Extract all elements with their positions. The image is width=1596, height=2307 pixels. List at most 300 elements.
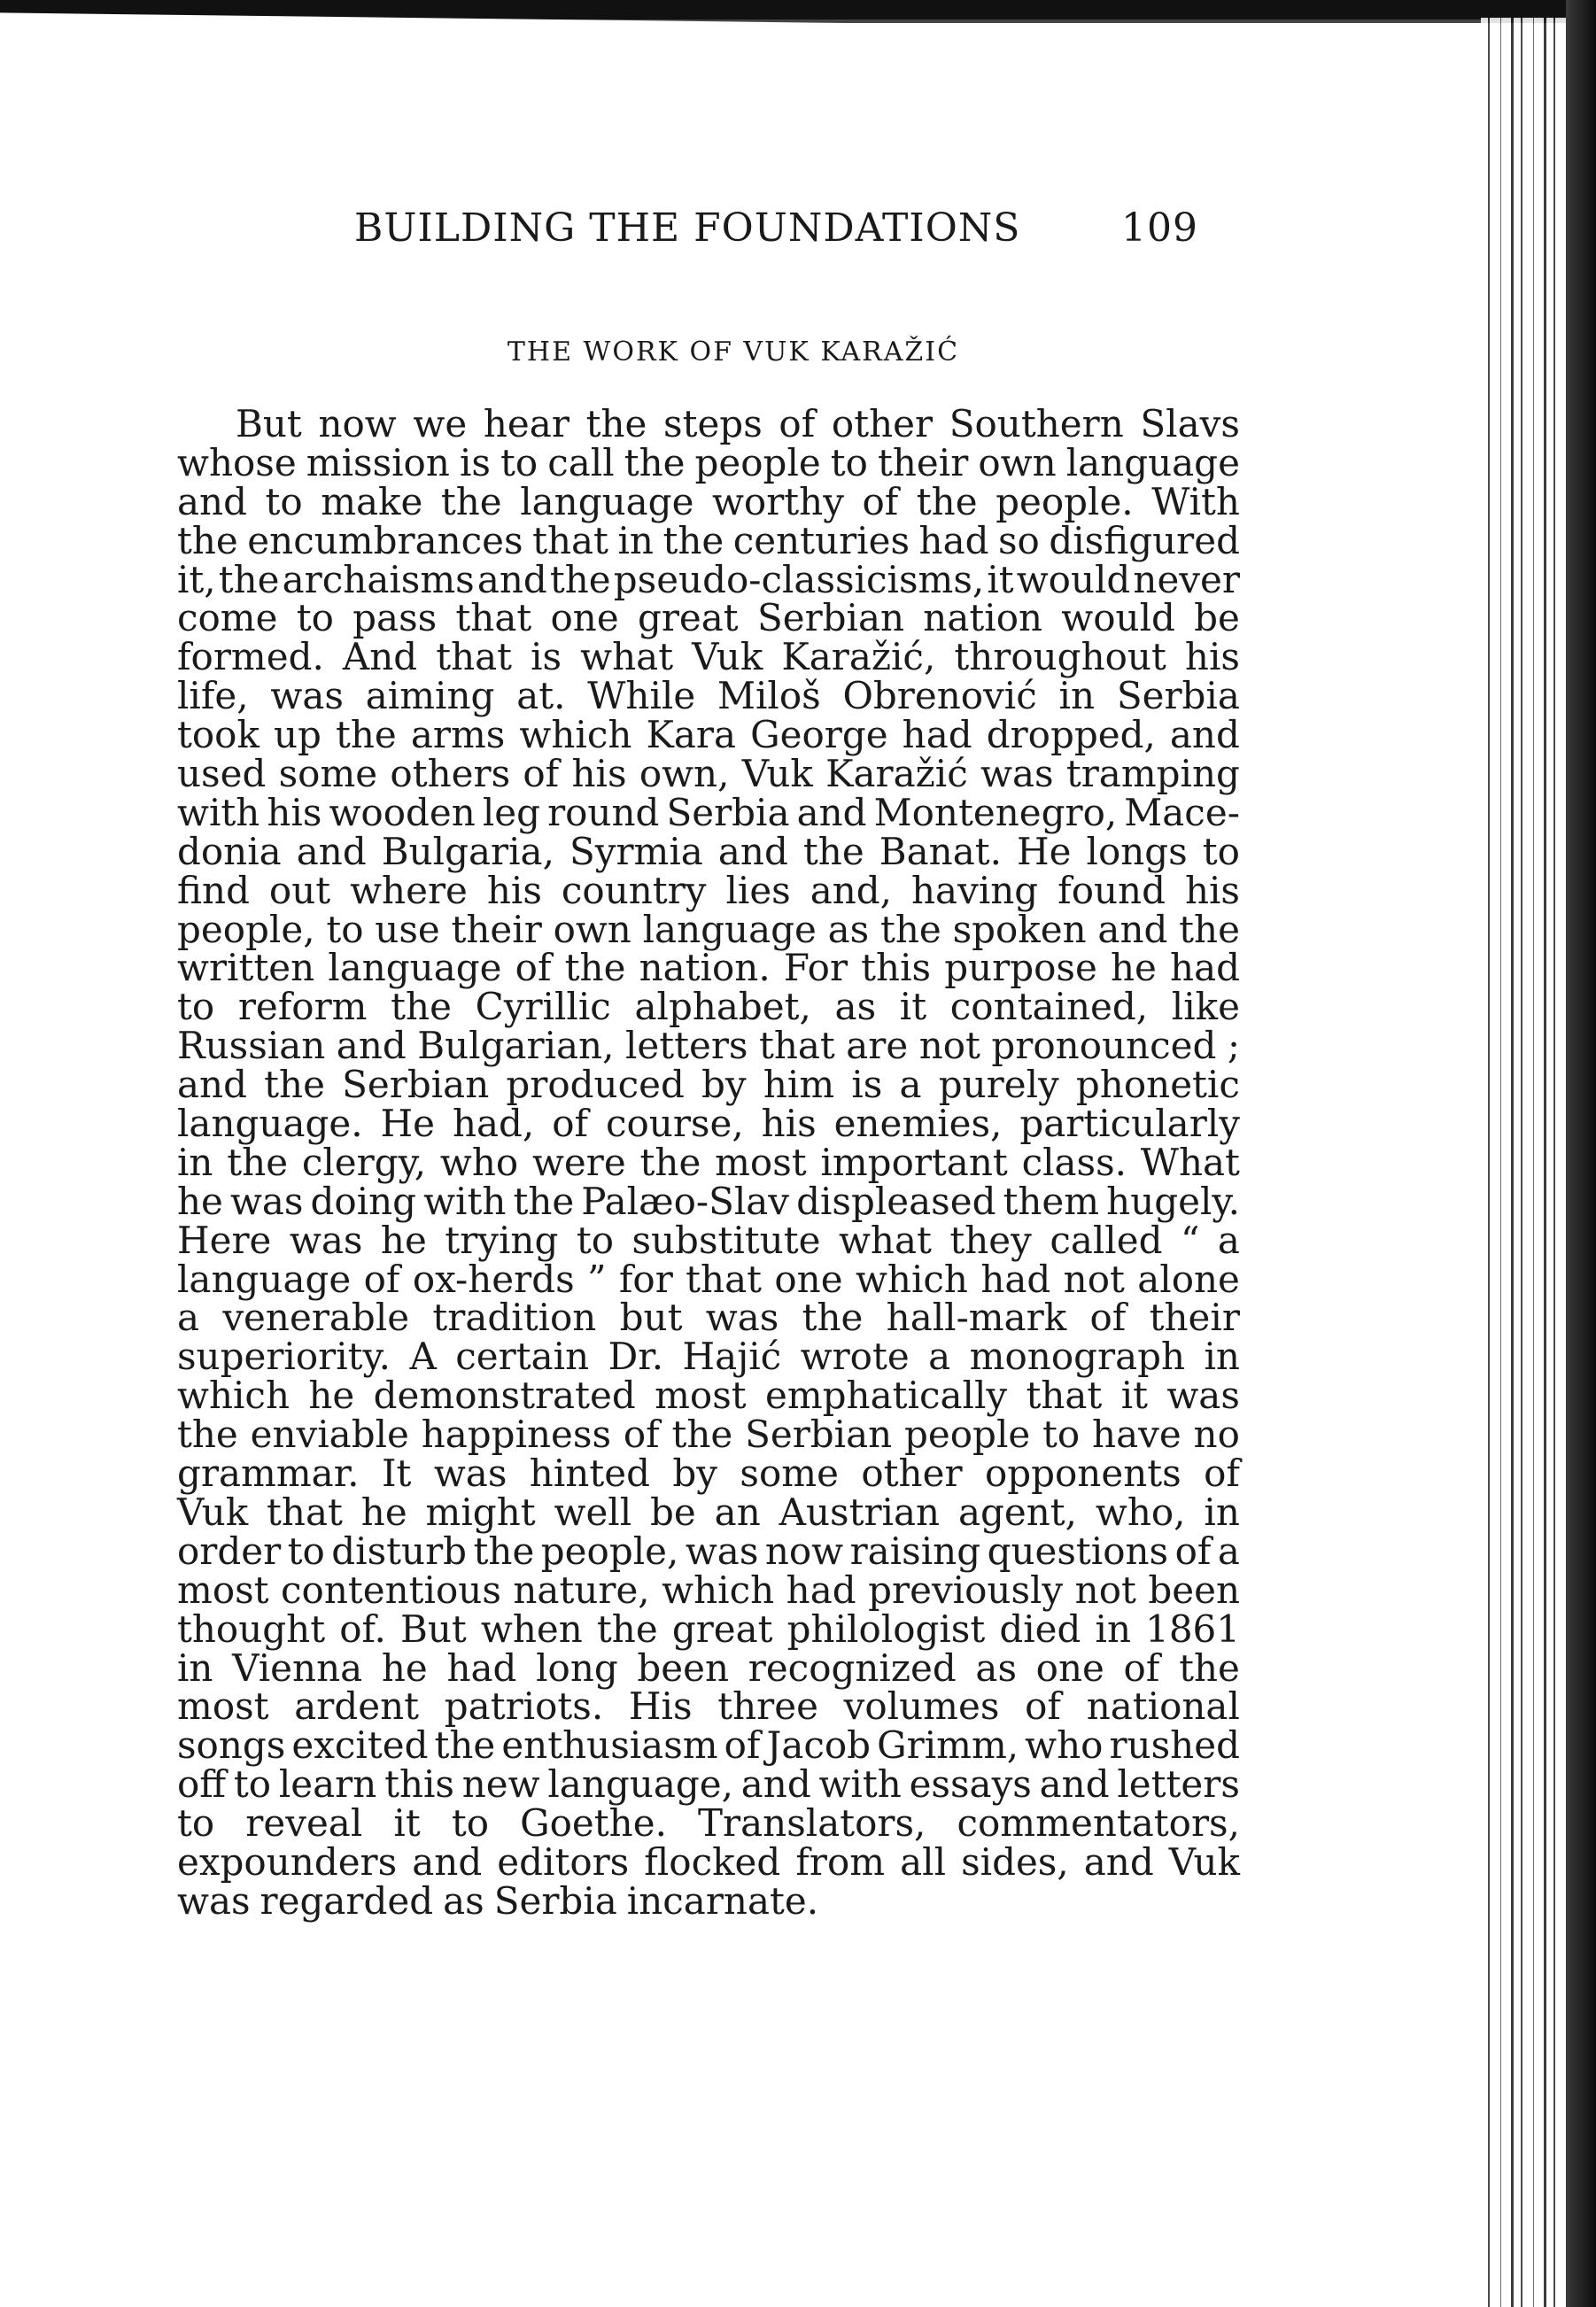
word: in: [177, 1140, 213, 1184]
word: to: [830, 440, 868, 484]
word: the: [596, 1606, 658, 1651]
word: formed.: [177, 635, 324, 679]
word: of: [1123, 1645, 1160, 1690]
word: to: [265, 479, 303, 523]
word: some: [740, 1452, 839, 1496]
word: to: [500, 440, 538, 484]
text-line: [177, 479, 1240, 523]
word: whose: [177, 440, 297, 484]
word: letters: [1117, 1762, 1240, 1807]
word: Vuk: [177, 1490, 249, 1534]
word: spoken: [952, 907, 1087, 951]
word: what: [580, 635, 674, 679]
word: Russian: [177, 1024, 326, 1068]
word: his: [1184, 635, 1240, 679]
word: encumbrances: [247, 518, 523, 562]
text-line: [177, 907, 1240, 951]
word: language: [642, 907, 817, 951]
word: disfigured: [1049, 518, 1240, 562]
word: hear: [483, 402, 569, 445]
word: wooden: [329, 790, 476, 834]
word: tradition: [432, 1296, 597, 1340]
word: to: [287, 1529, 325, 1573]
word: longs: [1086, 829, 1188, 873]
word: of: [779, 402, 816, 445]
word: like: [1171, 985, 1240, 1029]
word: to: [451, 1801, 489, 1846]
word: in: [177, 1645, 213, 1690]
word: his: [571, 752, 627, 796]
word: been: [637, 1645, 730, 1690]
word: the: [1179, 1645, 1240, 1690]
word: of.: [339, 1606, 386, 1651]
word: in: [1058, 674, 1096, 718]
word: ;: [1227, 1024, 1240, 1068]
word: learn: [278, 1762, 377, 1807]
word: the: [1179, 907, 1240, 951]
word: great: [671, 1606, 773, 1651]
word: who: [1025, 1723, 1104, 1768]
word: essays: [909, 1762, 1032, 1807]
word: and: [1097, 907, 1168, 951]
text-line: [177, 1452, 1240, 1496]
word: nation.: [639, 946, 771, 990]
word: language: [1065, 440, 1240, 484]
word: and: [1083, 1839, 1154, 1884]
word: with: [818, 1762, 902, 1807]
word: now: [318, 402, 397, 445]
word: ”: [587, 1257, 607, 1301]
text-line: [177, 1024, 1240, 1068]
word: lies: [725, 868, 791, 912]
word: Montenegro,: [873, 790, 1118, 834]
word: enthusiasm: [501, 1723, 718, 1768]
word: Vuk: [741, 752, 813, 796]
text-line: [177, 1374, 1240, 1418]
word: A: [409, 1335, 437, 1379]
running-head: [354, 205, 1240, 259]
word: their: [451, 907, 542, 951]
word: long: [536, 1645, 618, 1690]
word: written: [177, 946, 315, 990]
word: Mace-: [1124, 790, 1240, 834]
word: purpose: [944, 946, 1097, 990]
word: language: [328, 946, 502, 990]
word: would: [1061, 596, 1175, 640]
word: that: [1026, 1374, 1103, 1418]
word: country: [561, 868, 707, 912]
word: other: [861, 1452, 963, 1496]
word: rushed: [1109, 1723, 1240, 1768]
word: a: [1217, 1218, 1240, 1262]
word: that: [758, 1024, 835, 1068]
word: of: [523, 752, 560, 796]
word: their: [1149, 1296, 1240, 1340]
word: this: [861, 946, 932, 990]
text-line: [177, 790, 1240, 834]
word: and: [336, 1024, 407, 1068]
word: displeased: [796, 1179, 996, 1223]
word: Serbian: [756, 596, 905, 640]
word: and: [476, 557, 547, 601]
word: so: [998, 518, 1040, 562]
word: when: [480, 1606, 583, 1651]
word: at.: [516, 674, 566, 718]
word: called: [1050, 1218, 1163, 1262]
word: volumes: [843, 1684, 1000, 1729]
word: others: [390, 752, 511, 796]
word: course,: [606, 1102, 744, 1146]
word: for: [618, 1257, 673, 1301]
word: people,: [177, 907, 315, 951]
word: a: [1217, 1529, 1240, 1573]
word: ardent: [294, 1684, 420, 1729]
word: Serbian: [745, 1413, 893, 1457]
word: what: [838, 1218, 932, 1262]
word: most: [715, 1140, 807, 1184]
word: not: [1063, 1257, 1125, 1301]
text-line: [177, 518, 1240, 562]
word: national: [1086, 1684, 1240, 1729]
word: who: [439, 1140, 519, 1184]
word: grammar.: [177, 1452, 360, 1496]
word: own,: [639, 752, 730, 796]
word: of: [862, 479, 899, 523]
word: his: [761, 1102, 817, 1146]
word: to: [177, 1801, 215, 1846]
word: to: [296, 596, 334, 640]
word: But: [236, 402, 302, 445]
word: Karažić: [825, 752, 968, 796]
word: George: [750, 713, 888, 757]
word: to: [233, 1762, 272, 1807]
word: phonetic: [1075, 1063, 1240, 1107]
word: had,: [452, 1102, 535, 1146]
text-line: [177, 1762, 1240, 1807]
word: Kara: [646, 713, 737, 757]
word: For: [783, 946, 848, 990]
word: as: [975, 1645, 1017, 1690]
word: which: [662, 1568, 775, 1612]
word: might: [425, 1490, 536, 1534]
word: and: [1169, 713, 1240, 757]
word: the: [434, 1723, 496, 1768]
word: and: [296, 829, 367, 873]
word: the: [440, 479, 502, 523]
text-line: [177, 1335, 1240, 1379]
word: centuries: [732, 518, 910, 562]
word: find: [177, 868, 250, 912]
word: Grimm,: [877, 1723, 1019, 1768]
word: flocked: [644, 1839, 781, 1884]
word: agent,: [957, 1490, 1077, 1534]
word: his: [1184, 868, 1240, 912]
word: round: [547, 790, 660, 834]
word: Southern: [949, 402, 1124, 445]
text-line: [177, 1801, 1240, 1846]
word: commentators,: [957, 1801, 1240, 1846]
word: were: [531, 1140, 626, 1184]
word: He: [380, 1102, 436, 1146]
word: aiming: [365, 674, 495, 718]
text-line: [177, 1140, 1240, 1184]
word: the: [662, 518, 724, 562]
word: worthy: [711, 479, 844, 523]
word: the: [916, 479, 978, 523]
word: most: [177, 1568, 269, 1612]
word: had: [786, 1568, 856, 1612]
word: important: [820, 1140, 1008, 1184]
word: thought: [177, 1606, 326, 1651]
word: Vuk: [1168, 1839, 1240, 1884]
word: the: [473, 1529, 535, 1573]
word: Miloš: [717, 674, 821, 718]
word: was: [705, 1296, 779, 1340]
word: expounders: [177, 1839, 398, 1884]
word: language: [520, 479, 694, 523]
word: the: [802, 829, 864, 873]
word: the: [177, 518, 238, 562]
word: mission: [306, 440, 450, 484]
word: that: [455, 596, 532, 640]
word: ox-herds: [412, 1257, 575, 1301]
word: all: [900, 1839, 947, 1884]
word: steps: [663, 402, 763, 445]
word: disturb: [331, 1529, 468, 1573]
word: Jacob: [766, 1723, 872, 1768]
word: Slavs: [1140, 402, 1240, 445]
word: used: [177, 752, 267, 796]
word: and: [1039, 1762, 1110, 1807]
word: What: [1140, 1140, 1240, 1184]
word: Vuk: [692, 635, 763, 679]
text-line: [177, 1257, 1240, 1301]
word: off: [177, 1762, 227, 1807]
word: no: [1193, 1413, 1240, 1457]
word: patriots.: [444, 1684, 604, 1729]
word: the: [585, 402, 647, 445]
word: donia: [177, 829, 282, 873]
word: Bulgarian,: [417, 1024, 615, 1068]
word: was: [270, 674, 344, 718]
word: and: [717, 829, 788, 873]
word: been: [1148, 1568, 1240, 1612]
word: hugely.: [1106, 1179, 1240, 1223]
word: new: [461, 1762, 540, 1807]
word: to: [1042, 1413, 1081, 1457]
word: where: [350, 868, 468, 912]
word: his: [267, 790, 322, 834]
word: that: [686, 1257, 763, 1301]
word: Translators,: [698, 1801, 926, 1846]
word: Serbia: [493, 1878, 617, 1923]
word: Goethe.: [520, 1801, 667, 1846]
word: not: [918, 1024, 980, 1068]
section-heading: [0, 337, 1594, 368]
word: is: [459, 440, 491, 484]
word: the: [802, 1296, 864, 1340]
word: had: [902, 713, 972, 757]
word: nation: [923, 596, 1043, 640]
word: throughout: [954, 635, 1166, 679]
word: Obrenović: [842, 674, 1037, 718]
word: dropped,: [986, 713, 1156, 757]
text-line: [177, 868, 1240, 912]
word: Serbia: [666, 790, 790, 834]
word: it: [393, 1801, 421, 1846]
word: of: [363, 1257, 400, 1301]
word: to: [576, 1218, 614, 1262]
word: pass: [353, 596, 438, 640]
word: an: [714, 1490, 761, 1534]
word: of: [1025, 1684, 1061, 1729]
word: clergy,: [301, 1140, 427, 1184]
word: hall-mark: [886, 1296, 1067, 1340]
text-line: [177, 752, 1240, 796]
word: from: [795, 1839, 886, 1884]
word: but: [619, 1296, 683, 1340]
word: the: [624, 440, 686, 484]
word: the: [177, 1413, 238, 1457]
word: people: [694, 440, 821, 484]
word: he: [177, 1179, 223, 1223]
word: call: [547, 440, 615, 484]
word: be: [650, 1490, 696, 1534]
word: pronounced: [991, 1024, 1217, 1068]
word: the: [671, 1413, 733, 1457]
word: His: [628, 1684, 693, 1729]
word: which: [519, 713, 632, 757]
text-line: [177, 1723, 1240, 1768]
text-line: [177, 946, 1240, 990]
word: the: [218, 557, 280, 601]
word: come: [177, 596, 278, 640]
word: monograph: [969, 1335, 1186, 1379]
word: having: [911, 868, 1039, 912]
word: them: [1003, 1179, 1100, 1223]
word: that: [532, 518, 608, 562]
word: nature,: [513, 1568, 650, 1612]
word: which: [177, 1374, 291, 1418]
word: the: [564, 946, 626, 990]
word: language,: [547, 1762, 733, 1807]
word: substitute: [631, 1218, 821, 1262]
word: Cyrillic: [475, 985, 611, 1029]
word: up: [273, 713, 322, 757]
word: by: [701, 1063, 747, 1107]
word: he: [360, 1490, 407, 1534]
word: He: [1017, 829, 1072, 873]
word: is: [851, 1063, 883, 1107]
word: produced: [506, 1063, 685, 1107]
running-title: BUILDING THE FOUNDATIONS: [354, 205, 1021, 251]
word: language: [177, 1257, 352, 1301]
word: as: [834, 985, 877, 1029]
text-line: [177, 1568, 1240, 1612]
word: this: [384, 1762, 454, 1807]
text-line: [177, 1490, 1240, 1534]
word: as: [827, 907, 870, 951]
word: the: [639, 1140, 701, 1184]
word: “: [1180, 1218, 1200, 1262]
word: his: [486, 868, 542, 912]
word: raising: [849, 1529, 981, 1573]
word: Serbian: [342, 1063, 490, 1107]
word: doing: [310, 1179, 417, 1223]
word: and: [740, 1762, 811, 1807]
word: superiority.: [177, 1335, 391, 1379]
word: alone: [1137, 1257, 1240, 1301]
word: found: [1058, 868, 1166, 912]
word: people: [904, 1413, 1031, 1457]
word: It: [381, 1452, 412, 1496]
word: him: [763, 1063, 835, 1107]
word: people,: [540, 1529, 679, 1573]
text-line: [177, 1529, 1240, 1573]
word: had: [918, 518, 989, 562]
word: purely: [938, 1063, 1059, 1107]
word: with: [423, 1179, 507, 1223]
word: to: [177, 985, 215, 1029]
text-line: [177, 557, 1240, 601]
text-line: [177, 1218, 1240, 1262]
word: had: [1170, 946, 1240, 990]
word: a: [899, 1063, 922, 1107]
word: With: [1151, 479, 1240, 523]
word: in: [1204, 1335, 1240, 1379]
word: and: [412, 1839, 483, 1884]
word: recognized: [748, 1645, 957, 1690]
word: was: [289, 1218, 363, 1262]
text-line: [177, 674, 1240, 718]
word: some: [278, 752, 378, 796]
word: other: [831, 402, 934, 445]
word: And: [342, 635, 418, 679]
word: questions: [987, 1529, 1169, 1573]
word: is: [531, 635, 562, 679]
word: order: [177, 1529, 282, 1573]
word: demonstrated: [373, 1374, 636, 1418]
word: and,: [810, 868, 893, 912]
word: contentious: [281, 1568, 501, 1612]
word: one: [550, 596, 619, 640]
word: reform: [237, 985, 368, 1029]
word: not: [1074, 1568, 1136, 1612]
word: one: [1035, 1645, 1104, 1690]
word: had: [980, 1257, 1051, 1301]
word: particularly: [1019, 1102, 1240, 1146]
text-line: [177, 829, 1240, 873]
word: enviable: [250, 1413, 409, 1457]
word: pseudo-classicisms,: [613, 557, 985, 601]
word: be: [1194, 596, 1240, 640]
word: Serbia: [1116, 674, 1240, 718]
word: most: [655, 1374, 747, 1418]
word: in: [1095, 1606, 1131, 1651]
word: are: [846, 1024, 909, 1068]
text-line: [177, 1839, 1240, 1884]
word: Vienna: [232, 1645, 363, 1690]
word: have: [1092, 1413, 1182, 1457]
word: previously: [868, 1568, 1064, 1612]
word: enemies,: [833, 1102, 1003, 1146]
word: tramping: [1065, 752, 1240, 796]
word: venerable: [222, 1296, 410, 1340]
word: the: [227, 1140, 289, 1184]
text-line: [177, 596, 1240, 640]
word: we: [413, 402, 468, 445]
section-heading-text: THE WORK OF VUK KARAŽIĆ: [507, 337, 960, 368]
